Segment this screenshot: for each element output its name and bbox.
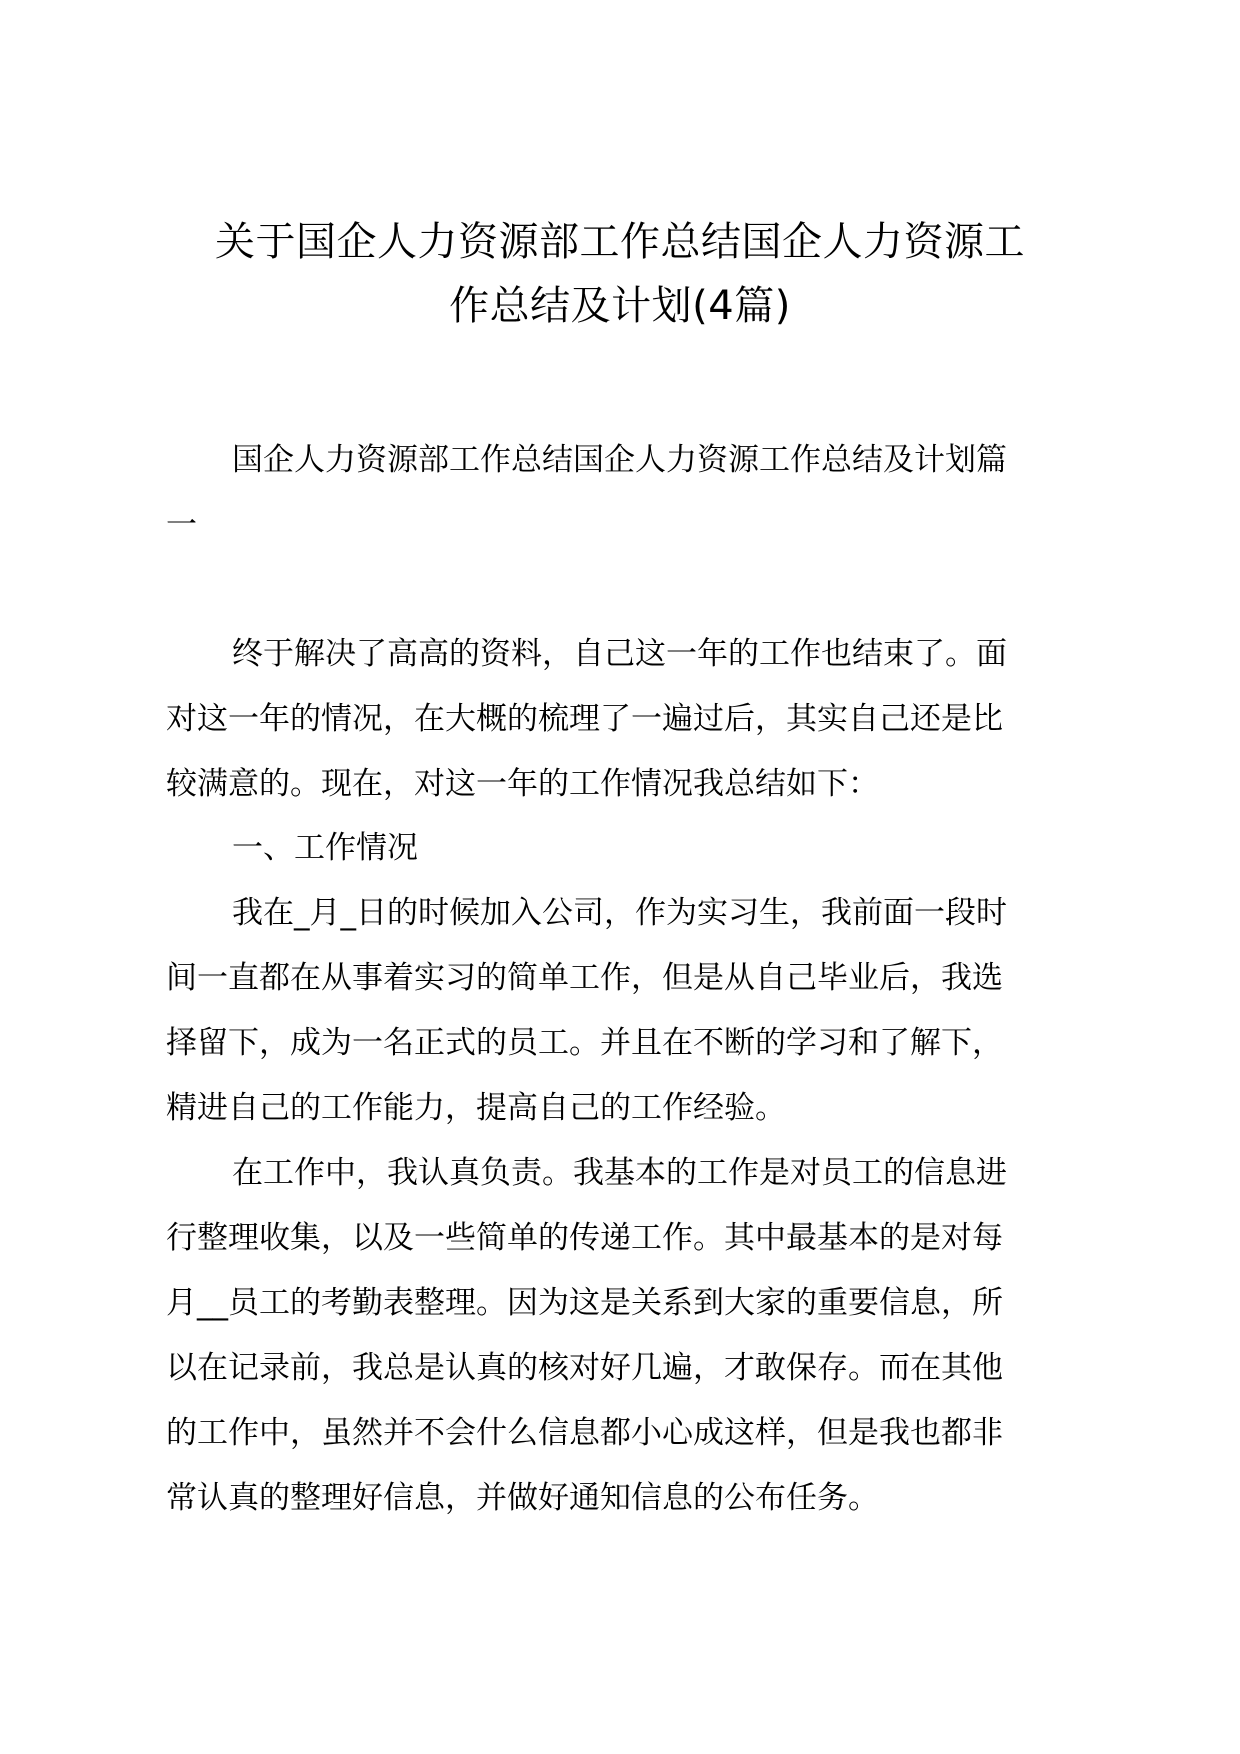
section-subtitle — [166, 428, 1079, 558]
paragraph-line: 择留下，成为一名正式的员工。并且在不断的学习和了解下， — [166, 1025, 1003, 1061]
paragraph-work-details — [166, 1141, 1079, 1531]
heading-line: 一、工作情况 — [232, 830, 418, 866]
paragraph-intro — [166, 622, 1079, 817]
paragraph-line: 行整理收集，以及一些简单的传递工作。其中最基本的是对每 — [166, 1220, 1003, 1256]
paragraph-work-situation — [166, 881, 1079, 1141]
section-heading — [166, 816, 1079, 881]
title-line-2: 作总结及计划(4篇) — [449, 283, 791, 329]
paragraph-line: 精进自己的工作能力，提高自己的工作经验。 — [166, 1090, 786, 1126]
subtitle-line-2: 一 — [166, 507, 197, 543]
paragraph-line: 的工作中，虽然并不会什么信息都小心成这样，但是我也都非 — [166, 1415, 1003, 1451]
title-line-1: 关于国企人力资源部工作总结国企人力资源工 — [215, 219, 1025, 265]
paragraph-line: 我在_月_日的时候加入公司，作为实习生，我前面一段时 — [232, 895, 1007, 931]
paragraph-line: 终于解决了高高的资料，自己这一年的工作也结束了。面 — [232, 636, 1007, 672]
subtitle-line-1: 国企人力资源部工作总结国企人力资源工作总结及计划篇 — [232, 442, 1007, 478]
paragraph-line: 对这一年的情况，在大概的梳理了一遍过后，其实自己还是比 — [166, 701, 1003, 737]
document-title — [150, 210, 1090, 338]
paragraph-line: 在工作中，我认真负责。我基本的工作是对员工的信息进 — [232, 1155, 1007, 1191]
paragraph-line: 以在记录前，我总是认真的核对好几遍，才敢保存。而在其他 — [166, 1350, 1003, 1386]
paragraph-line: 较满意的。现在，对这一年的工作情况我总结如下： — [166, 766, 879, 802]
paragraph-line: 常认真的整理好信息，并做好通知信息的公布任务。 — [166, 1480, 879, 1516]
paragraph-line: 间一直都在从事着实习的简单工作，但是从自己毕业后，我选 — [166, 960, 1003, 996]
paragraph-line: 月__员工的考勤表整理。因为这是关系到大家的重要信息，所 — [166, 1285, 1003, 1321]
